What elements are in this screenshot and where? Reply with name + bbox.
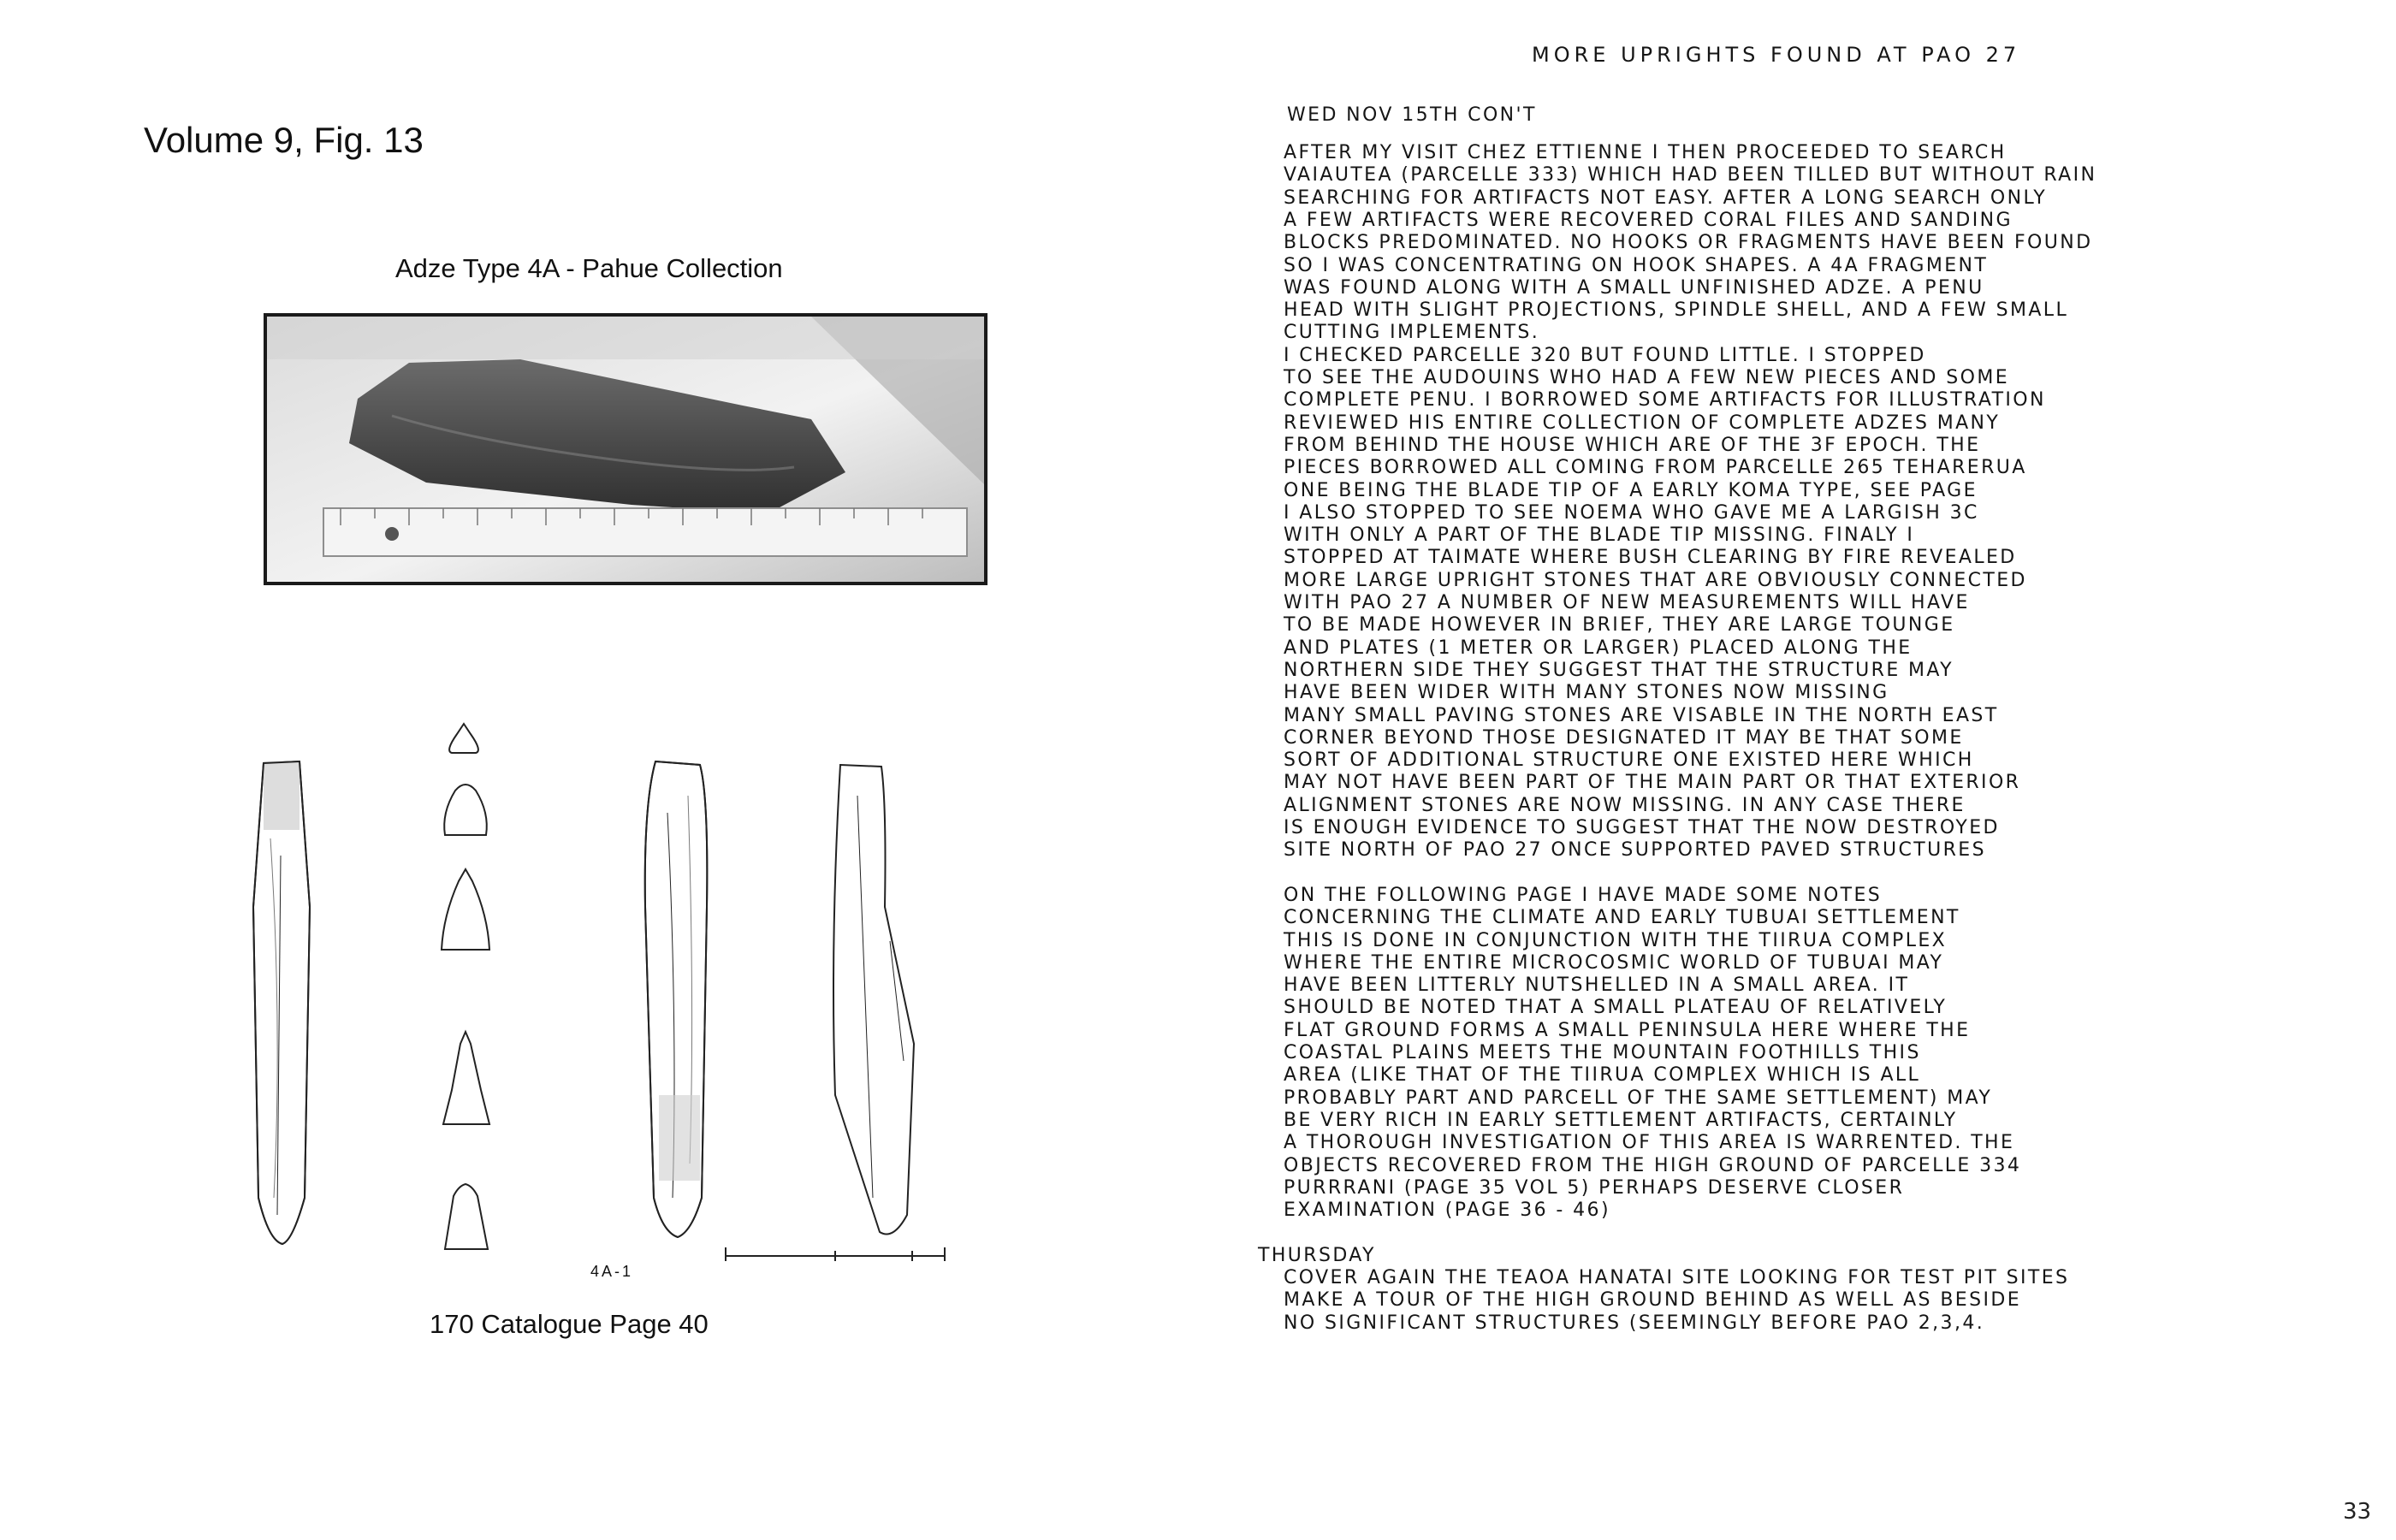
handwritten-line: A FEW ARTIFACTS WERE RECOVERED CORAL FILES AND SANDING: [1284, 209, 2013, 231]
handwritten-line: WHERE THE ENTIRE MICROCOSMIC WORLD OF TUBUAI MAY: [1284, 951, 1944, 974]
handwritten-line: AFTER MY VISIT CHEZ ETTIENNE I THEN PROCEEDED TO SEARCH: [1284, 142, 2007, 163]
handwritten-line: I CHECKED PARCELLE 320 BUT FOUND LITTLE. I STOPPED: [1284, 344, 1926, 366]
scale-bar: [724, 1246, 946, 1266]
page-number: 33: [2343, 1499, 2372, 1525]
handwritten-line: COASTAL PLAINS MEETS THE MOUNTAIN FOOTHILLS THIS: [1284, 1042, 1921, 1063]
handwritten-line: WAS FOUND ALONG WITH A SMALL UNFINISHED ADZE. A PENU: [1284, 276, 1984, 299]
handwritten-line: STOPPED AT TAIMATE WHERE BUSH CLEARING BY FIRE REVEALED: [1284, 547, 2017, 569]
handwritten-line: ONE BEING THE BLADE TIP OF A EARLY KOMA TYPE, SEE PAGE: [1284, 479, 1978, 501]
catalogue-caption: 170 Catalogue Page 40: [430, 1309, 709, 1339]
volume-title: Volume 9, Fig. 13: [144, 120, 424, 160]
handwritten-line: HAVE BEEN LITTERLY NUTSHELLED IN A SMALL AREA. IT: [1284, 974, 1910, 997]
handwritten-line: SO I WAS CONCENTRATING ON HOOK SHAPES. A 4A FRAGMENT: [1284, 254, 1989, 276]
adze-drawings: [240, 684, 1010, 1318]
handwritten-line: AREA (LIKE THAT OF THE TIIRUA COMPLEX WHICH IS ALL: [1284, 1064, 1921, 1087]
handwritten-line: HAVE BEEN WIDER WITH MANY STONES NOW MISSING: [1284, 682, 1889, 704]
handwritten-line: FLAT GROUND FORMS A SMALL PENINSULA HERE WHERE THE: [1284, 1019, 1971, 1041]
handwritten-line: NORTHERN SIDE THEY SUGGEST THAT THE STRUCTURE MAY: [1284, 659, 1954, 681]
handwritten-line: SORT OF ADDITIONAL STRUCTURE ONE EXISTED HERE WHICH: [1284, 749, 1974, 772]
handwritten-line: CUTTING IMPLEMENTS.: [1284, 322, 1540, 344]
handwritten-line: A THOROUGH INVESTIGATION OF THIS AREA IS WARRENTED. THE: [1284, 1132, 2015, 1154]
adze-side-view: [833, 765, 914, 1235]
handwritten-line: PIECES BORROWED ALL COMING FROM PARCELLE 265 TEHARERUA: [1284, 457, 2027, 479]
handwritten-line: MANY SMALL PAVING STONES ARE VISABLE IN THE NORTH EAST: [1284, 704, 1999, 726]
adze-photo-graphic: [264, 313, 987, 585]
handwritten-line: SEARCHING FOR ARTIFACTS NOT EASY. AFTER A LONG SEARCH ONLY: [1284, 187, 2048, 209]
handwritten-line: HEAD WITH SLIGHT PROJECTIONS, SPINDLE SHELL, AND A FEW SMALL: [1284, 299, 2069, 322]
adze-cross-sections: [442, 724, 489, 1249]
drawing-label: 4A-1: [590, 1263, 634, 1280]
handwritten-line: CONCERNING THE CLIMATE AND EARLY TUBUAI SETTLEMENT: [1284, 907, 1960, 929]
date-line: WED NOV 15TH CON'T: [1287, 104, 1537, 126]
handwritten-line: NO SIGNIFICANT STRUCTURES (SEEMINGLY BEFORE PAO 2,3,4.: [1284, 1312, 1985, 1334]
handwritten-line: MAKE A TOUR OF THE HIGH GROUND BEHIND AS WELL AS BESIDE: [1284, 1289, 2022, 1312]
handwritten-line: PURRRANI (PAGE 35 VOL 5) PERHAPS DESERVE CLOSER: [1284, 1176, 1905, 1199]
adze-front-view: [253, 761, 310, 1244]
handwritten-line: WITH ONLY A PART OF THE BLADE TIP MISSING. FINALY I: [1284, 524, 1915, 547]
handwritten-line: WITH PAO 27 A NUMBER OF NEW MEASUREMENTS WILL HAVE: [1284, 592, 1970, 613]
handwritten-line: ALIGNMENT STONES ARE NOW MISSING. IN ANY CASE THERE: [1284, 794, 1966, 816]
handwritten-line: VAIAUTEA (PARCELLE 333) WHICH HAD BEEN TILLED BUT WITHOUT RAIN: [1284, 164, 2097, 187]
handwritten-line: SHOULD BE NOTED THAT A SMALL PLATEAU OF RELATIVELY: [1284, 997, 1948, 1019]
handwritten-line: TO SEE THE AUDOUINS WHO HAD A FEW NEW PIECES AND SOME: [1284, 367, 2010, 388]
handwritten-line: SITE NORTH OF PAO 27 ONCE SUPPORTED PAVED STRUCTURES: [1284, 839, 1986, 862]
handwritten-line: OBJECTS RECOVERED FROM THE HIGH GROUND OF PARCELLE 334: [1284, 1154, 2022, 1176]
figure-caption: Adze Type 4A - Pahue Collection: [395, 253, 783, 283]
handwritten-line: IS ENOUGH EVIDENCE TO SUGGEST THAT THE NOW DESTROYED: [1284, 817, 2000, 838]
handwritten-line: THIS IS DONE IN CONJUNCTION WITH THE TIIRUA COMPLEX: [1284, 929, 1948, 951]
handwritten-line: ON THE FOLLOWING PAGE I HAVE MADE SOME NOTES: [1284, 884, 1883, 906]
handwritten-title: MORE UPRIGHTS FOUND AT PAO 27: [1532, 43, 2021, 67]
handwritten-line: I ALSO STOPPED TO SEE NOEMA WHO GAVE ME A LARGISH 3C: [1284, 501, 1979, 524]
handwritten-line: TO BE MADE HOWEVER IN BRIEF, THEY ARE LARGE TOUNGE: [1284, 614, 1955, 637]
handwritten-line: MAY NOT HAVE BEEN PART OF THE MAIN PART OR THAT EXTERIOR: [1284, 772, 2021, 794]
adze-photograph: [264, 313, 987, 585]
right-page: [1198, 0, 2396, 1540]
handwritten-line: PROBABLY PART AND PARCELL OF THE SAME SETTLEMENT) MAY: [1284, 1087, 1993, 1109]
handwritten-line: REVIEWED HIS ENTIRE COLLECTION OF COMPLETE ADZES MANY: [1284, 412, 2001, 434]
handwritten-line: COVER AGAIN THE TEAOA HANATAI SITE LOOKING FOR TEST PIT SITES: [1284, 1267, 2070, 1288]
handwritten-line: MORE LARGE UPRIGHT STONES THAT ARE OBVIOUSLY CONNECTED: [1284, 569, 2027, 591]
handwritten-line: BLOCKS PREDOMINATED. NO HOOKS OR FRAGMENTS HAVE BEEN FOUND: [1284, 232, 2093, 254]
handwritten-line: CORNER BEYOND THOSE DESIGNATED IT MAY BE THAT SOME: [1284, 726, 1964, 749]
handwritten-line: COMPLETE PENU. I BORROWED SOME ARTIFACTS FOR ILLUSTRATION: [1284, 389, 2046, 412]
handwritten-line: BE VERY RICH IN EARLY SETTLEMENT ARTIFACTS, CERTAINLY: [1284, 1109, 1958, 1131]
handwritten-line: EXAMINATION (PAGE 36 - 46): [1284, 1199, 1610, 1222]
handwritten-line: AND PLATES (1 METER OR LARGER) PLACED ALONG THE: [1284, 637, 1913, 659]
handwritten-line: FROM BEHIND THE HOUSE WHICH ARE OF THE 3F EPOCH. THE: [1284, 434, 1981, 456]
handwritten-line: THURSDAY: [1258, 1244, 1376, 1266]
